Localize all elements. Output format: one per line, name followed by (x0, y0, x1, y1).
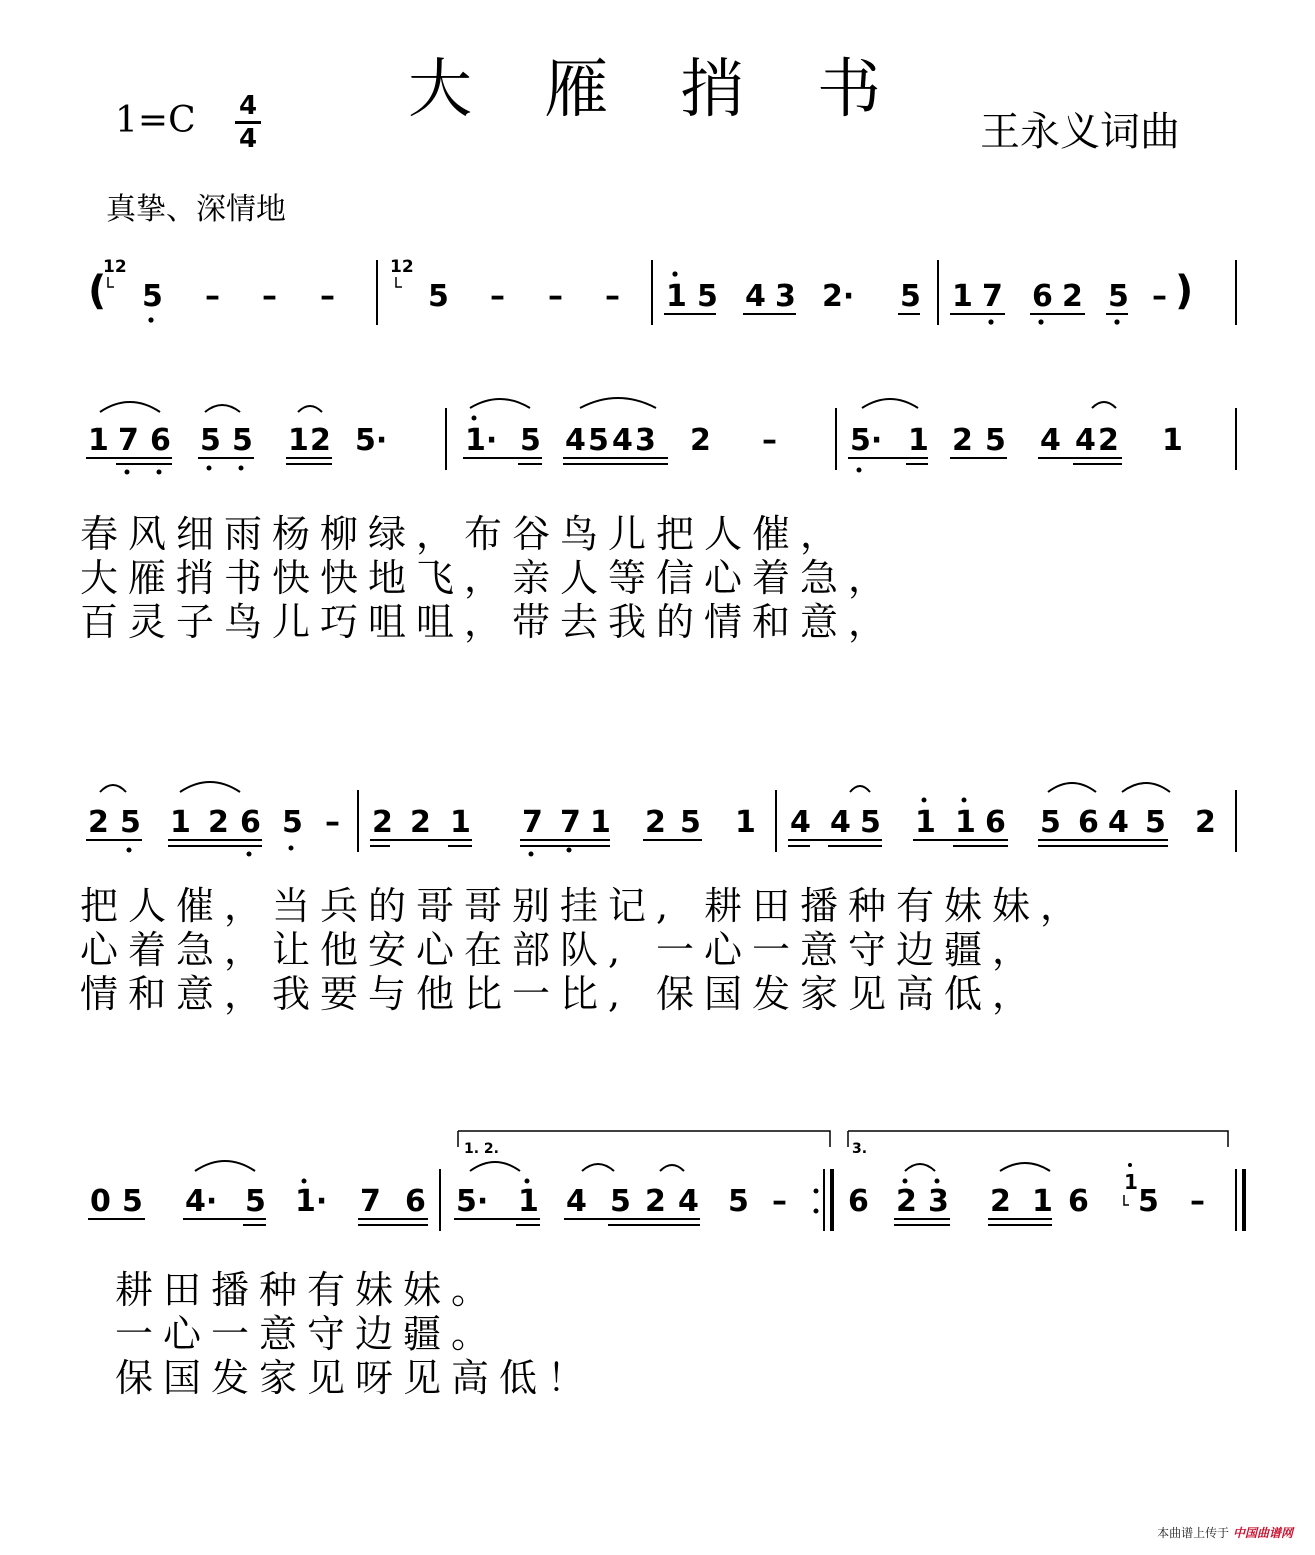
svg-text:2: 2 (952, 423, 973, 458)
svg-text:5·: 5· (850, 423, 883, 458)
lyric-char: , (608, 972, 621, 1016)
svg-text:5: 5 (728, 1184, 749, 1219)
lyric-char: 种 (259, 1268, 298, 1312)
lyric-char: 守 (848, 928, 887, 972)
lyric-char: 人 (560, 556, 599, 600)
svg-text:7: 7 (522, 805, 543, 840)
lyric-char: 鸟 (224, 600, 263, 644)
svg-text:–: – (772, 1184, 787, 1219)
lyric-char: 国 (704, 972, 743, 1016)
lyric-char: 要 (320, 972, 359, 1016)
svg-text:5: 5 (680, 805, 701, 840)
lyric-char: 去 (560, 600, 599, 644)
lyric-char: 种 (848, 884, 887, 928)
composer-credit: 王永义词曲 (980, 109, 1180, 155)
footer-text: 本曲谱上传于 (1157, 1526, 1230, 1540)
lyrics-block-3 (0, 884, 1315, 1024)
lyric-char: 儿 (608, 512, 647, 556)
svg-text:–: – (320, 279, 335, 314)
svg-text:5: 5 (428, 279, 449, 314)
lyric-char: 低 (499, 1356, 538, 1400)
svg-text:1: 1 (518, 1184, 539, 1219)
lyric-char: 耕 (115, 1268, 154, 1312)
lyric-char: 心 (163, 1312, 202, 1356)
lyric-char: 他 (416, 972, 455, 1016)
svg-text:2: 2 (1062, 279, 1083, 314)
lyric-char: ， (992, 928, 1031, 972)
lyric-char: 心 (704, 556, 743, 600)
lyric-char: 一 (656, 928, 695, 972)
lyric-char: 保 (115, 1356, 154, 1400)
svg-text:5: 5 (697, 279, 718, 314)
svg-text:5: 5 (610, 1184, 631, 1219)
svg-text:1: 1 (1162, 423, 1183, 458)
lyric-char: 的 (368, 884, 407, 928)
score-line-3 (0, 772, 1315, 872)
lyric-char: 亲 (512, 556, 551, 600)
svg-text:1: 1 (915, 805, 936, 840)
lyric-char: 播 (800, 884, 839, 928)
lyric-char: 他 (320, 928, 359, 972)
site-logo[interactable]: 中国曲谱网 (1232, 1526, 1293, 1540)
lyric-char: 情 (704, 600, 743, 644)
time-signature-denominator: 4 (238, 124, 258, 154)
lyric-char: 地 (368, 556, 407, 600)
lyric-char: 大 (80, 556, 119, 600)
svg-text:5·: 5· (456, 1184, 489, 1219)
lyric-char: 细 (176, 512, 215, 556)
svg-text:4·: 4· (185, 1184, 218, 1219)
lyrics-block-2 (0, 512, 1315, 652)
lyric-char: 有 (896, 884, 935, 928)
lyric-char: ， (848, 556, 887, 600)
svg-text:1: 1 (955, 805, 976, 840)
svg-text:1: 1 (952, 279, 973, 314)
svg-text:5: 5 (200, 423, 221, 458)
svg-text:7: 7 (560, 805, 581, 840)
lyric-char: 把 (80, 884, 119, 928)
svg-text:0: 0 (90, 1184, 111, 1219)
svg-text:7: 7 (360, 1184, 381, 1219)
lyric-char: 风 (128, 512, 167, 556)
lyric-char: 催 (752, 512, 791, 556)
svg-text:(: ( (88, 268, 107, 314)
score-line-4 (0, 1125, 1315, 1245)
lyric-char: 一 (512, 972, 551, 1016)
lyric-char: 着 (752, 556, 791, 600)
svg-text:5: 5 (985, 423, 1006, 458)
svg-text:2: 2 (1195, 805, 1216, 840)
lyric-char: 意 (800, 928, 839, 972)
svg-text:): ) (1175, 268, 1194, 314)
svg-text:4: 4 (830, 805, 851, 840)
lyric-char: 播 (211, 1268, 250, 1312)
lyric-char: 当 (272, 884, 311, 928)
svg-text:6: 6 (1078, 805, 1099, 840)
svg-text:–: – (490, 279, 505, 314)
lyric-char: ， (1040, 884, 1079, 928)
svg-text:3: 3 (775, 279, 796, 314)
volta-1-2: 1. 2. (464, 1141, 499, 1157)
lyric-char: 哥 (416, 884, 455, 928)
lyric-char: , (608, 928, 621, 972)
svg-text:4: 4 (612, 423, 633, 458)
lyric-char: 咀 (368, 600, 407, 644)
lyric-char: 妹 (355, 1268, 394, 1312)
lyric-char: ， (224, 884, 263, 928)
svg-text:12: 12 (390, 257, 414, 277)
lyric-char: 边 (355, 1312, 394, 1356)
lyric-char: 妹 (992, 884, 1031, 928)
lyric-char: 低 (944, 972, 983, 1016)
lyric-char: 有 (307, 1268, 346, 1312)
svg-text:7: 7 (118, 423, 139, 458)
svg-text:6: 6 (848, 1184, 869, 1219)
time-signature (233, 92, 263, 153)
svg-text:2: 2 (410, 805, 431, 840)
svg-text:2: 2 (896, 1184, 917, 1219)
lyric-char: , (656, 884, 669, 928)
lyric-char: 子 (176, 600, 215, 644)
lyric-char: 别 (512, 884, 551, 928)
lyric-char: 妹 (403, 1268, 442, 1312)
footer-credit (1157, 1524, 1293, 1541)
lyric-char: 我 (608, 600, 647, 644)
svg-text:6: 6 (985, 805, 1006, 840)
lyric-char: 国 (163, 1356, 202, 1400)
svg-text:1: 1 (666, 279, 687, 314)
lyric-char: 队 (560, 928, 599, 972)
svg-text:4: 4 (678, 1184, 699, 1219)
lyric-char: 心 (80, 928, 119, 972)
svg-text:5: 5 (520, 423, 541, 458)
svg-text:1: 1 (170, 805, 191, 840)
svg-text:4: 4 (1108, 805, 1129, 840)
svg-text:1: 1 (450, 805, 471, 840)
lyric-char: 快 (320, 556, 359, 600)
lyric-char: 和 (752, 600, 791, 644)
lyric-char: 情 (80, 972, 119, 1016)
lyric-char: ， (464, 556, 503, 600)
lyric-char: 急 (176, 928, 215, 972)
svg-text:5: 5 (122, 1184, 143, 1219)
lyric-char: 信 (656, 556, 695, 600)
lyric-char: 比 (464, 972, 503, 1016)
lyric-char: 儿 (272, 600, 311, 644)
lyric-char: 鸟 (560, 512, 599, 556)
svg-text:1: 1 (288, 423, 309, 458)
volta-3: 3. (852, 1141, 868, 1157)
svg-text:1: 1 (908, 423, 929, 458)
svg-text:1·: 1· (465, 423, 498, 458)
lyric-char: 着 (128, 928, 167, 972)
lyric-char: 部 (512, 928, 551, 972)
svg-text:2: 2 (372, 805, 393, 840)
lyric-char: ， (464, 600, 503, 644)
svg-text:5·: 5· (355, 423, 388, 458)
lyric-char: 和 (128, 972, 167, 1016)
svg-text:6: 6 (240, 805, 261, 840)
lyric-char: 雨 (224, 512, 263, 556)
lyric-char: 让 (272, 928, 311, 972)
svg-text:–: – (1190, 1184, 1205, 1219)
lyric-char: 。 (451, 1268, 490, 1312)
svg-text:1: 1 (88, 423, 109, 458)
svg-text:2: 2 (310, 423, 331, 458)
svg-text:4: 4 (566, 1184, 587, 1219)
svg-text:2: 2 (645, 805, 666, 840)
lyric-char: 一 (211, 1312, 250, 1356)
lyric-char: ， (416, 512, 455, 556)
lyric-char: 疆 (944, 928, 983, 972)
svg-text:5: 5 (1145, 805, 1166, 840)
lyric-char: 谷 (512, 512, 551, 556)
lyric-char: 呀 (355, 1356, 394, 1400)
svg-text:–: – (205, 279, 220, 314)
score-line-1 (0, 250, 1315, 340)
time-signature-numerator: 4 (238, 91, 258, 121)
lyric-char: 高 (896, 972, 935, 1016)
svg-text:2: 2 (88, 805, 109, 840)
lyric-char: 等 (608, 556, 647, 600)
lyric-char: 灵 (128, 600, 167, 644)
lyric-char: 守 (307, 1312, 346, 1356)
svg-text:5: 5 (232, 423, 253, 458)
lyric-char: 绿 (368, 512, 407, 556)
lyric-char: 一 (752, 928, 791, 972)
lyric-char: 一 (115, 1312, 154, 1356)
svg-text:–: – (1152, 279, 1167, 314)
song-title: 大 雁 捎 书 (407, 53, 908, 127)
svg-text:2·: 2· (822, 279, 855, 314)
lyric-char: 巧 (320, 600, 359, 644)
score-line-2 (0, 390, 1315, 490)
svg-text:2: 2 (208, 805, 229, 840)
svg-text:1: 1 (1124, 1170, 1138, 1194)
lyric-char: 发 (752, 972, 791, 1016)
lyric-char: 家 (800, 972, 839, 1016)
lyric-char: 柳 (320, 512, 359, 556)
lyric-char: 书 (224, 556, 263, 600)
lyric-char: 催 (176, 884, 215, 928)
lyric-char: 咀 (416, 600, 455, 644)
lyric-char: 布 (464, 512, 503, 556)
lyric-char: ！ (547, 1356, 586, 1400)
lyric-char: 杨 (272, 512, 311, 556)
lyric-char: 意 (176, 972, 215, 1016)
lyric-char: 兵 (320, 884, 359, 928)
lyric-char: 田 (752, 884, 791, 928)
lyric-char: ， (992, 972, 1031, 1016)
svg-text:1: 1 (590, 805, 611, 840)
svg-text:–: – (325, 805, 340, 840)
lyric-char: 意 (800, 600, 839, 644)
lyric-char: 百 (80, 600, 119, 644)
svg-text:2: 2 (690, 423, 711, 458)
svg-text:5: 5 (120, 805, 141, 840)
lyrics-block-4 (0, 1268, 1315, 1408)
lyric-char: 高 (451, 1356, 490, 1400)
lyric-char: 把 (656, 512, 695, 556)
lyric-char: 边 (896, 928, 935, 972)
lyric-char: 耕 (704, 884, 743, 928)
svg-text:12: 12 (103, 257, 127, 277)
lyric-char: ， (224, 972, 263, 1016)
lyric-char: 意 (259, 1312, 298, 1356)
svg-text:5: 5 (1108, 279, 1129, 314)
lyric-char: 见 (403, 1356, 442, 1400)
svg-text:1: 1 (1032, 1184, 1053, 1219)
svg-text:6: 6 (150, 423, 171, 458)
lyric-char: 妹 (944, 884, 983, 928)
svg-text:1: 1 (735, 805, 756, 840)
lyric-char: 哥 (464, 884, 503, 928)
lyric-char: 见 (307, 1356, 346, 1400)
lyric-char: ， (800, 512, 839, 556)
svg-text:6: 6 (1068, 1184, 1089, 1219)
expression-marking: 真挚、深情地 (106, 192, 286, 227)
svg-text:7: 7 (982, 279, 1003, 314)
svg-text:5: 5 (900, 279, 921, 314)
lyric-char: 我 (272, 972, 311, 1016)
lyric-char: 心 (704, 928, 743, 972)
svg-text:–: – (605, 279, 620, 314)
svg-text:2: 2 (1098, 423, 1119, 458)
svg-text:3: 3 (928, 1184, 949, 1219)
lyric-char: 人 (704, 512, 743, 556)
lyric-char: 比 (560, 972, 599, 1016)
svg-text:–: – (762, 423, 777, 458)
lyric-char: ， (848, 600, 887, 644)
svg-text:2: 2 (645, 1184, 666, 1219)
svg-text:4: 4 (1040, 423, 1061, 458)
lyric-char: 发 (211, 1356, 250, 1400)
svg-text:5: 5 (588, 423, 609, 458)
svg-text:5: 5 (1040, 805, 1061, 840)
lyric-char: 。 (451, 1312, 490, 1356)
lyric-char: 快 (272, 556, 311, 600)
key-signature: 1=C (115, 100, 196, 141)
lyric-char: 记 (608, 884, 647, 928)
lyric-char: 与 (368, 972, 407, 1016)
lyric-char: 飞 (416, 556, 455, 600)
lyric-char: 安 (368, 928, 407, 972)
svg-text:6: 6 (1032, 279, 1053, 314)
lyric-char: ， (224, 928, 263, 972)
lyric-char: 带 (512, 600, 551, 644)
svg-text:4: 4 (565, 423, 586, 458)
lyric-char: 挂 (560, 884, 599, 928)
svg-text:5: 5 (282, 805, 303, 840)
lyric-char: 人 (128, 884, 167, 928)
lyric-char: 雁 (128, 556, 167, 600)
svg-text:4: 4 (745, 279, 766, 314)
lyric-char: 见 (848, 972, 887, 1016)
svg-text:4: 4 (790, 805, 811, 840)
svg-text:4: 4 (1075, 423, 1096, 458)
lyric-char: 疆 (403, 1312, 442, 1356)
svg-text:6: 6 (405, 1184, 426, 1219)
svg-text:1·: 1· (295, 1184, 328, 1219)
lyric-char: 的 (656, 600, 695, 644)
svg-text:3: 3 (635, 423, 656, 458)
lyric-char: 急 (800, 556, 839, 600)
lyric-char: 在 (464, 928, 503, 972)
lyric-char: 田 (163, 1268, 202, 1312)
svg-text:–: – (262, 279, 277, 314)
svg-text:5: 5 (245, 1184, 266, 1219)
lyric-char: 春 (80, 512, 119, 556)
lyric-char: 家 (259, 1356, 298, 1400)
svg-text:–: – (548, 279, 563, 314)
svg-text:5: 5 (1138, 1184, 1159, 1219)
svg-text:5: 5 (860, 805, 881, 840)
lyric-char: 心 (416, 928, 455, 972)
svg-text:2: 2 (990, 1184, 1011, 1219)
svg-text:5: 5 (142, 279, 163, 314)
lyric-char: 保 (656, 972, 695, 1016)
lyric-char: 捎 (176, 556, 215, 600)
